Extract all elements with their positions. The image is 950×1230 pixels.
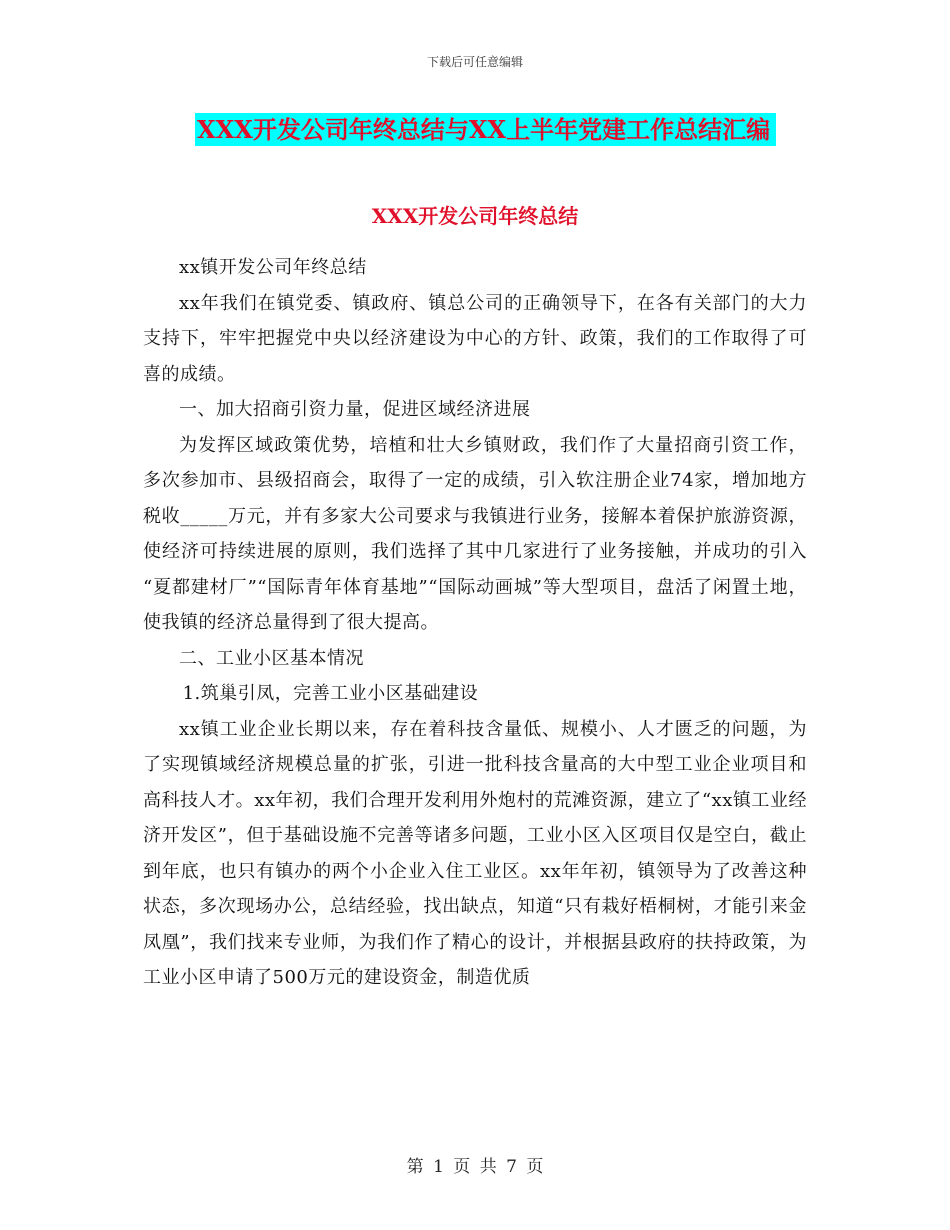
paragraph: xx镇开发公司年终总结 — [179, 257, 367, 278]
paragraph: 为发挥区域政策优势，培植和壮大乡镇财政，我们作了大量招商引资工作，多次参加市、县级招商会，取得了一定的成绩，引入软注册企业74家，增加地方税收_____万元，并有多家大公司要求与我镇进行业务，接解本着保护旅游资源，使经济可持续进展的原则，我们选择了其中几家进行了业务接触，并成功的引入 “夏都建材厂”“国际青年体育基地”“国际动画城”等大型项目，盘活了闲置土地，使我镇的经济总量得到了很大提高。 — [143, 434, 807, 633]
document-body — [143, 250, 807, 996]
sub-title: XXX开发公司年终总结 — [371, 204, 579, 228]
page-footer: 第 1 页 共 7 页 — [406, 1157, 544, 1177]
header-note: 下载后可任意编辑 — [426, 55, 523, 69]
paragraph: 一、加大招商引资力量，促进区域经济进展 — [179, 399, 531, 420]
paragraph: xx年我们在镇党委、镇政府、镇总公司的正确领导下，在各有关部门的大力支持下，牢牢把握党中央以经济建设为中心的方针、政策，我们的工作取得了可喜的成绩。 — [143, 292, 807, 385]
main-title: XXX开发公司年终总结与XX上半年党建工作总结汇编 — [195, 113, 776, 146]
paragraph: 二、工业小区基本情况 — [179, 647, 364, 669]
paragraph: xx镇工业企业长期以来，存在着科技含量低、规模小、人才匮乏的问题，为了实现镇域经济规模总量的扩张，引进一批科技含量高的大中型工业企业项目和高科技人才。xx年初，我们合理开发利用外炮村的荒滩资源，建立了“xx镇工业经济开发区”，但于基础设施不完善等诸多问题，工业小区入区项目仅是空白，截止到年底，也只有镇办的两个小企业入住工业区。xx年年初，镇领导为了改善这种状态，多次现场办公，总结经验，找出缺点，知道“只有栽好梧桐树，才能引来金凤凰”，我们找来专业师，为我们作了精心的设计，并根据县政府的扶持政策，为工业小区申请了500万元的建设资金，制造优质 — [143, 718, 807, 988]
paragraph: 1.筑巢引凤，完善工业小区基础建设 — [182, 683, 479, 704]
